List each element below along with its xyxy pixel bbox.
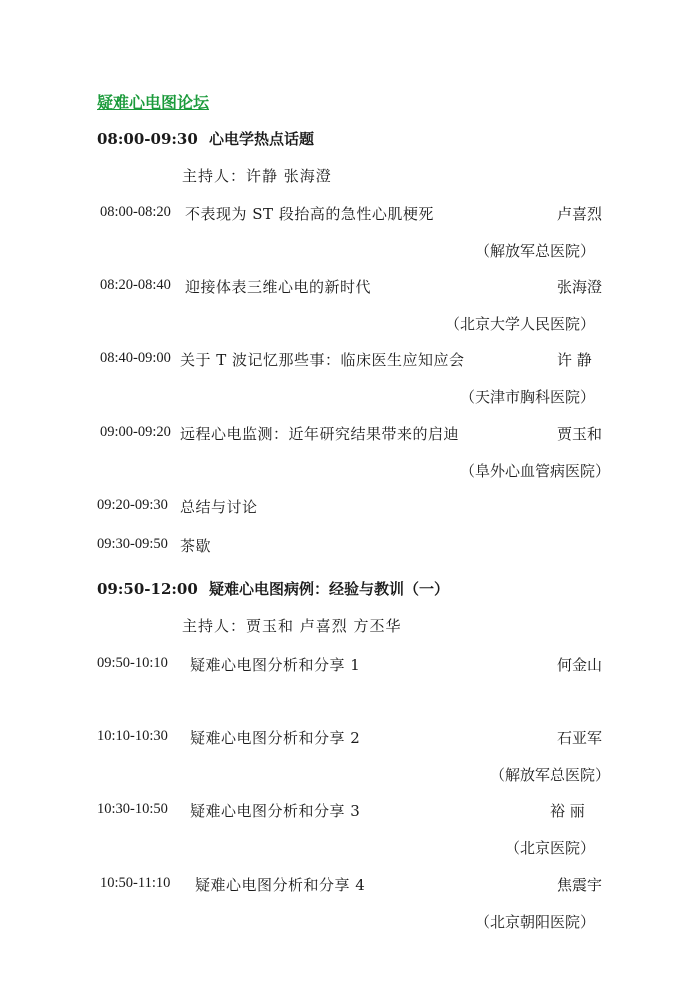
item-topic: 疑难心电图分析和分享 3 [190,802,361,820]
item-institution: （阜外心血管病医院） [460,462,611,480]
session-header [97,128,314,149]
item-topic: 关于 T 波记忆那些事：临床医生应知应会 [180,351,465,369]
item-institution: （天津市胸科医院） [460,388,596,406]
session-name: 心电学热点话题 [209,130,315,148]
item-time: 09:30-09:50 [97,536,168,552]
item-time: 09:20-09:30 [97,497,168,513]
item-topic: 不表现为 ST 段抬高的急性心肌梗死 [185,205,434,223]
item-speaker: 贾玉和 [557,425,603,443]
session-host: 主持人：贾玉和 卢喜烈 方丕华 [182,617,402,635]
session-host: 主持人：许静 张海澄 [182,167,332,185]
item-time: 10:50-11:10 [100,875,171,891]
session-header [97,578,449,599]
forum-title: 疑难心电图论坛 [97,93,210,112]
item-speaker: 张海澄 [557,278,603,296]
item-institution: （解放军总医院） [490,766,611,784]
item-time: 08:00-08:20 [100,204,171,220]
session-time: 08:00-09:30 [97,130,198,148]
item-institution: （北京朝阳医院） [475,913,596,931]
item-speaker: 石亚军 [557,729,603,747]
item-institution: （北京大学人民医院） [445,315,596,333]
item-topic: 茶歇 [180,537,212,555]
item-speaker: 裕 丽 [550,802,585,820]
item-time: 09:00-09:20 [100,424,171,440]
item-topic: 迎接体表三维心电的新时代 [185,278,372,296]
session-time: 09:50-12:00 [97,580,198,598]
item-time: 08:20-08:40 [100,277,171,293]
item-time: 10:10-10:30 [97,728,168,744]
session-name: 疑难心电图病例：经验与教训（一） [209,580,450,598]
item-speaker: 焦震宇 [557,876,603,894]
item-time: 08:40-09:00 [100,350,171,366]
item-time: 09:50-10:10 [97,655,168,671]
item-topic: 疑难心电图分析和分享 1 [190,656,361,674]
item-institution: （解放军总医院） [475,242,596,260]
item-time: 10:30-10:50 [97,801,168,817]
item-speaker: 许 静 [557,351,592,369]
item-institution: （北京医院） [505,839,596,857]
item-topic: 疑难心电图分析和分享 4 [195,876,366,894]
item-topic: 远程心电监测：近年研究结果带来的启迪 [180,425,460,443]
item-speaker: 卢喜烈 [557,205,603,223]
item-topic: 总结与讨论 [180,498,258,516]
item-topic: 疑难心电图分析和分享 2 [190,729,361,747]
item-speaker: 何金山 [557,656,603,674]
